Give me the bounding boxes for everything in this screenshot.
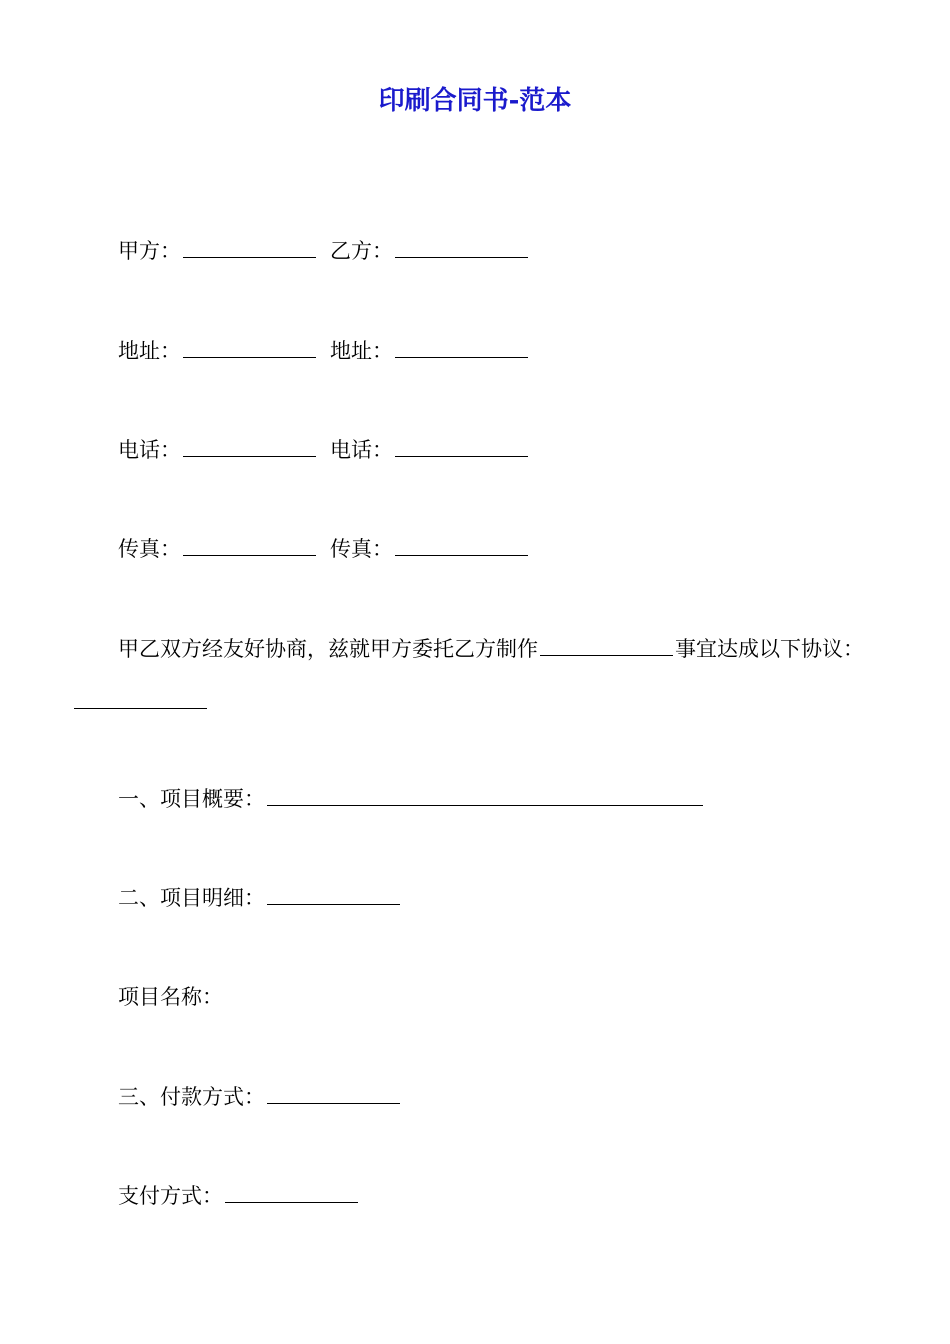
fax-row — [118, 534, 530, 564]
phone-b-blank[interactable] — [395, 436, 528, 457]
page-title: 印刷合同书-范本 — [378, 86, 572, 116]
intro-item-blank[interactable] — [540, 635, 673, 656]
address-b-blank[interactable] — [395, 337, 528, 358]
payment-method-blank[interactable] — [225, 1182, 358, 1203]
phone-a-blank[interactable] — [183, 436, 316, 457]
section2-row — [118, 883, 402, 913]
phone-b-label: 电话： — [330, 438, 393, 462]
project-name-label: 项目名称： — [118, 985, 223, 1009]
address-a-blank[interactable] — [183, 337, 316, 358]
project-name-row — [118, 982, 223, 1012]
section1-blank[interactable] — [267, 785, 703, 806]
address-row — [118, 336, 530, 366]
phone-a-label: 电话： — [118, 438, 181, 462]
fax-b-blank[interactable] — [395, 535, 528, 556]
fax-a-blank[interactable] — [183, 535, 316, 556]
address-a-label: 地址： — [118, 339, 181, 363]
intro-part2: 事宜达成以下协议： — [675, 637, 864, 661]
party-a-label: 甲方： — [118, 239, 181, 263]
payment-method-row — [118, 1181, 360, 1211]
section3-row — [118, 1082, 402, 1112]
party-b-label: 乙方： — [330, 239, 393, 263]
section3-label: 三、付款方式： — [118, 1085, 265, 1109]
section2-blank[interactable] — [267, 884, 400, 905]
party-row — [118, 236, 530, 266]
section2-label: 二、项目明细： — [118, 886, 265, 910]
address-b-label: 地址： — [330, 339, 393, 363]
party-a-blank[interactable] — [183, 237, 316, 258]
fax-b-label: 传真： — [330, 537, 393, 561]
intro-continuation-blank[interactable] — [74, 708, 207, 709]
section1-row — [118, 784, 705, 814]
party-b-blank[interactable] — [395, 237, 528, 258]
section3-blank[interactable] — [267, 1083, 400, 1104]
intro-paragraph — [118, 634, 864, 664]
payment-method-label: 支付方式： — [118, 1184, 223, 1208]
phone-row — [118, 435, 530, 465]
fax-a-label: 传真： — [118, 537, 181, 561]
intro-part1: 甲乙双方经友好协商，兹就甲方委托乙方制作 — [118, 637, 538, 661]
section1-label: 一、项目概要： — [118, 787, 265, 811]
